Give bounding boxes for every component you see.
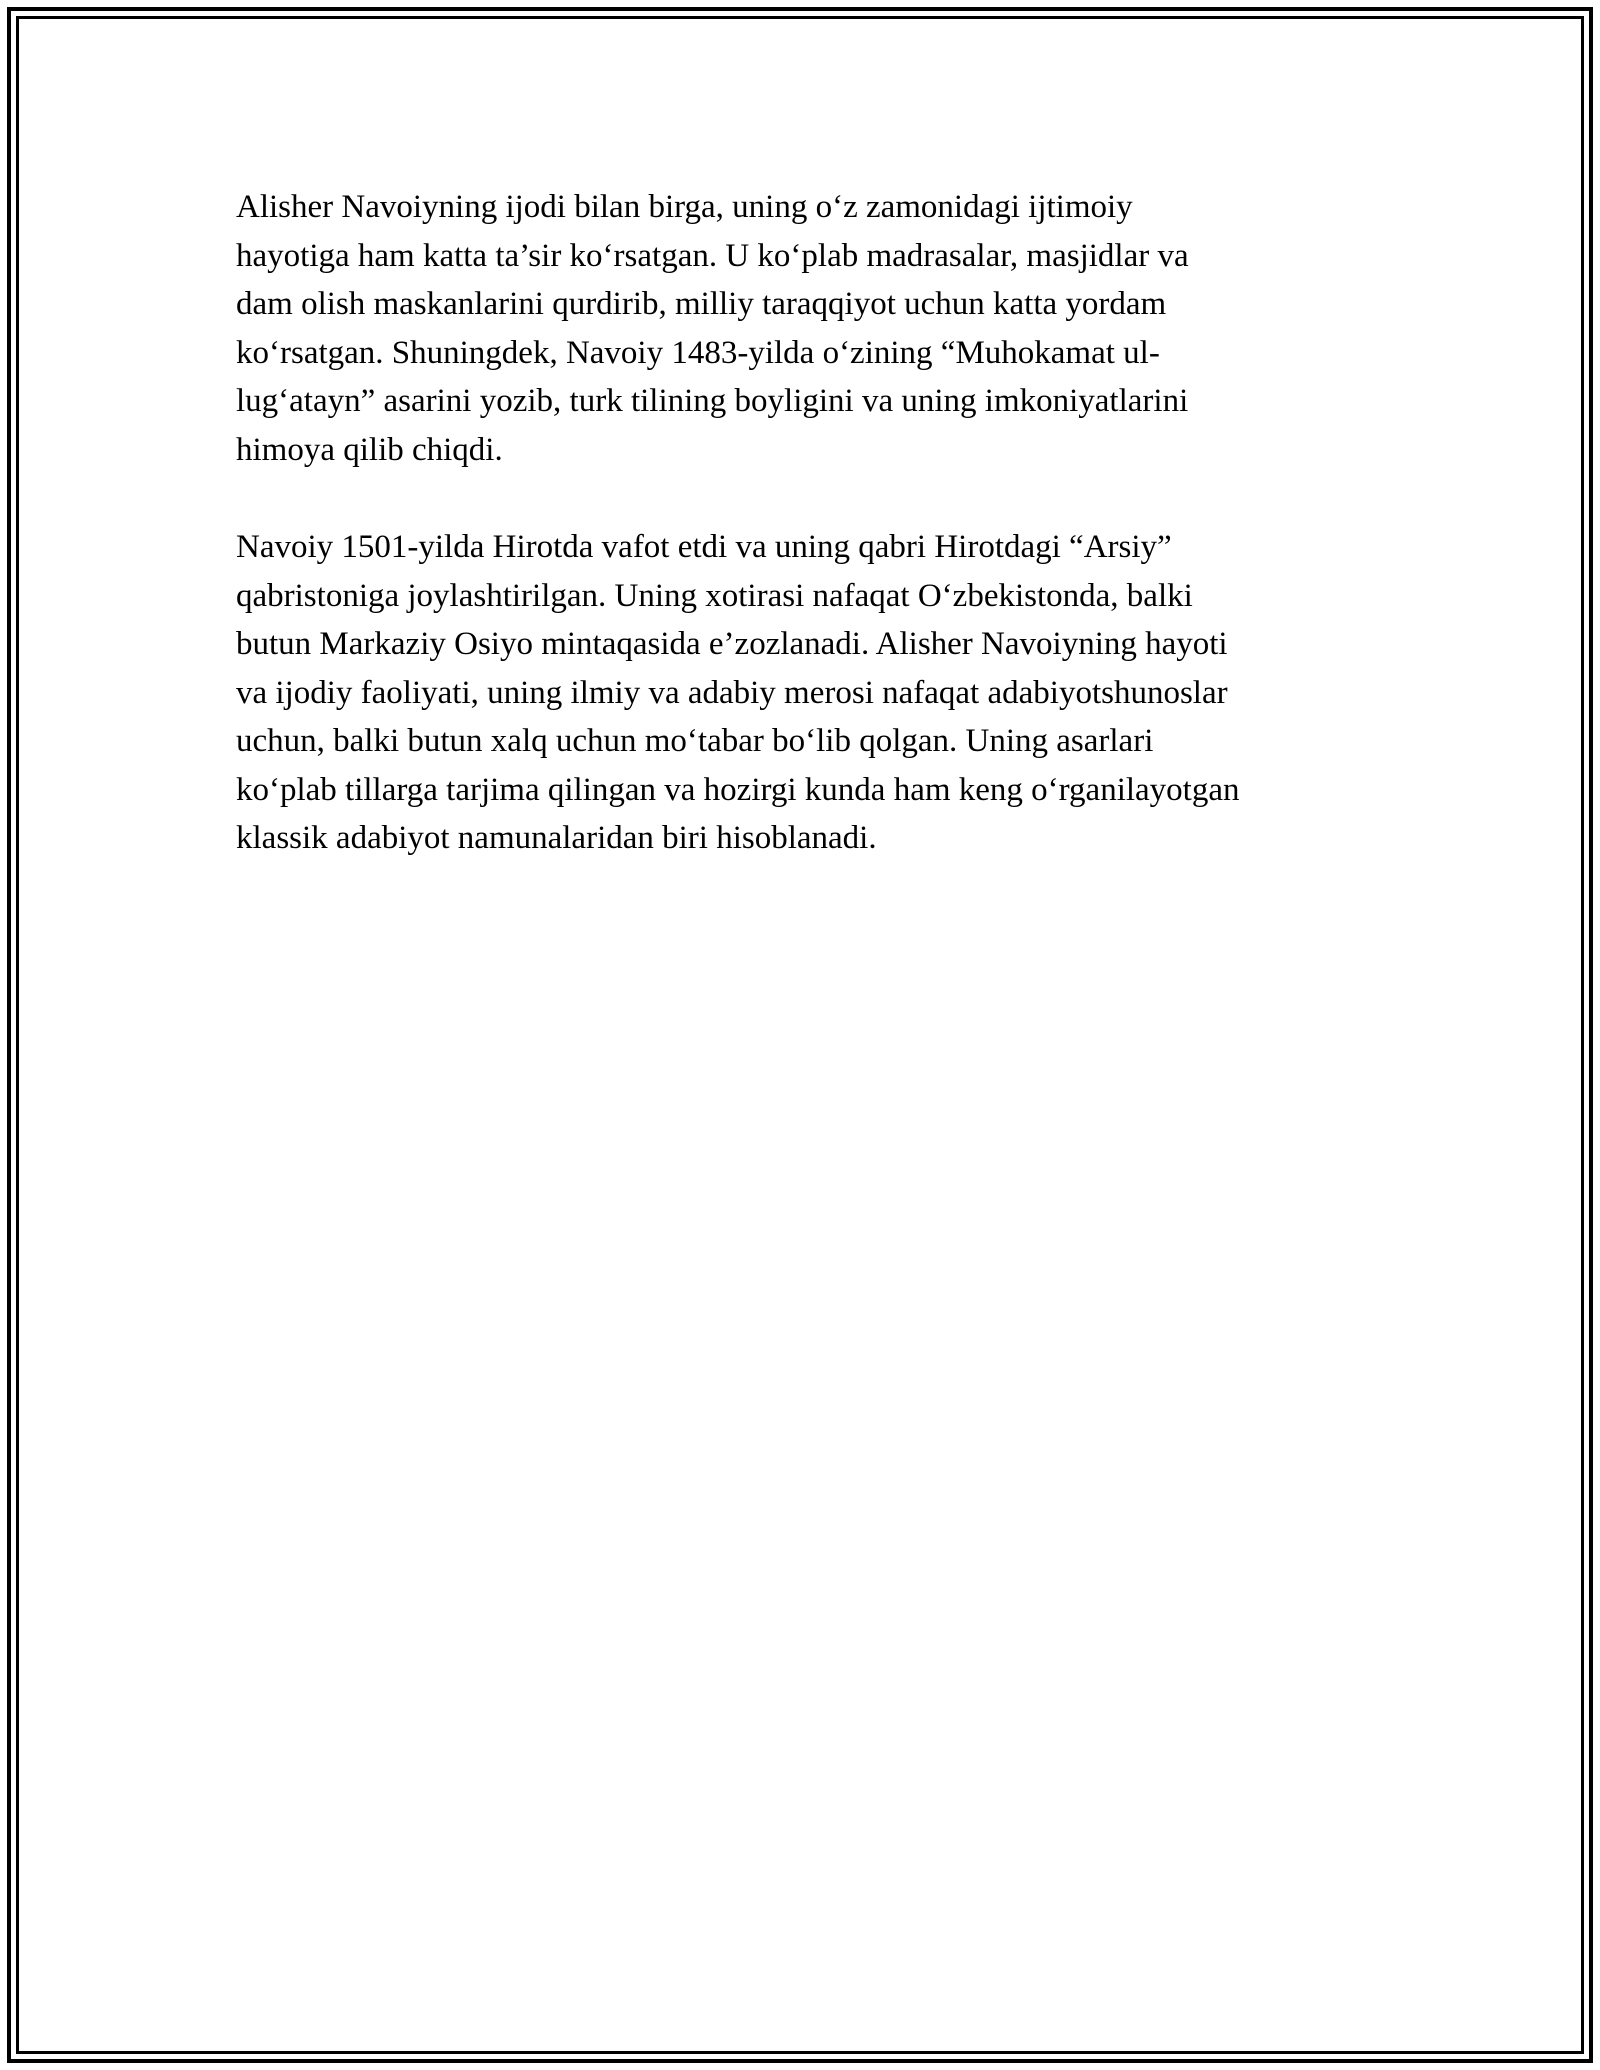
text-line: uchun, balki butun xalq uchun mo‘tabar bo‘lib qolgan. Uning asarlari bbox=[236, 723, 1154, 759]
document-body bbox=[236, 183, 1366, 912]
text-line: ko‘rsatgan. Shuningdek, Navoiy 1483-yilda o‘zining “Muhokamat ul- bbox=[236, 334, 1160, 371]
text-line: qabristoniga joylashtirilgan. Uning xotirasi nafaqat O‘zbekistonda, balki bbox=[236, 577, 1193, 614]
text-line: lug‘atayn” asarini yozib, turk tilining boyligini va uning imkoniyatlarini bbox=[236, 383, 1189, 419]
text-line: klassik adabiyot namunalaridan biri hisoblanadi. bbox=[236, 820, 877, 856]
text-line: butun Markaziy Osiyo mintaqasida e’zozlanadi. Alisher Navoiyning hayoti bbox=[236, 626, 1228, 662]
text-line: Alisher Navoiyning ijodi bilan birga, uning o‘z zamonidagi ijtimoiy bbox=[236, 189, 1133, 225]
text-line: dam olish maskanlarini qurdirib, milliy taraqqiyot uchun katta yordam bbox=[236, 286, 1167, 322]
paragraph-1 bbox=[236, 183, 1366, 474]
text-line: hayotiga ham katta ta’sir ko‘rsatgan. U ko‘plab madrasalar, masjidlar va bbox=[236, 237, 1189, 274]
text-line: himoya qilib chiqdi. bbox=[236, 431, 503, 468]
text-line: Navoiy 1501-yilda Hirotda vafot etdi va uning qabri Hirotdagi “Arsiy” bbox=[236, 529, 1172, 565]
paragraph-2 bbox=[236, 523, 1366, 863]
text-line: va ijodiy faoliyati, uning ilmiy va adabiy merosi nafaqat adabiyotshunoslar bbox=[236, 674, 1228, 711]
text-line: ko‘plab tillarga tarjima qilingan va hozirgi kunda ham keng o‘rganilayotgan bbox=[236, 771, 1240, 808]
